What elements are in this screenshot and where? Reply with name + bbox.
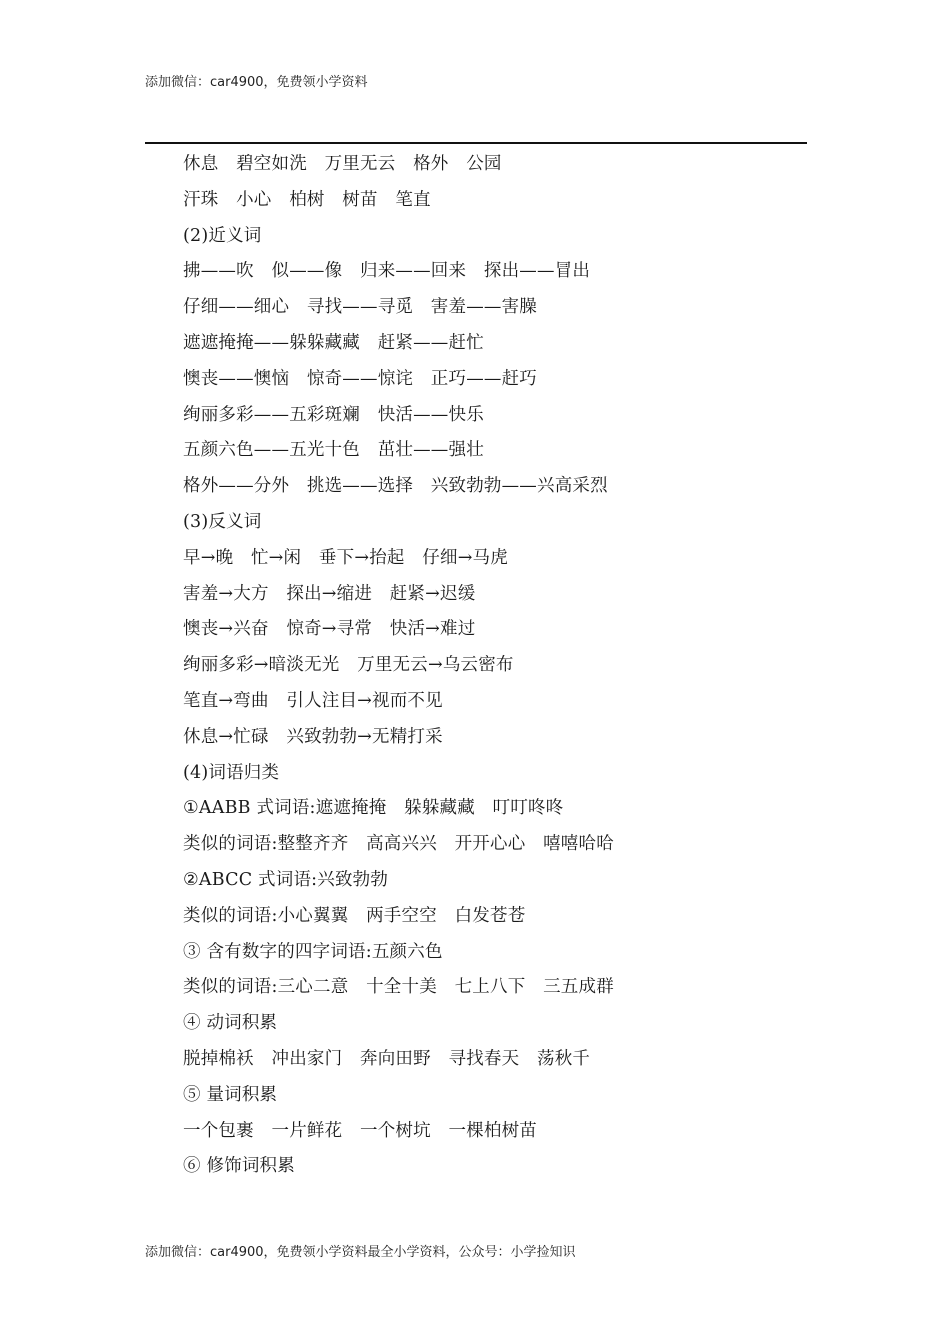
text-line: 五颜六色——五光十色 茁壮——强壮	[183, 440, 484, 461]
text-line: 绚丽多彩→暗淡无光 万里无云→乌云密布	[183, 655, 514, 676]
text-line: ②ABCC 式词语:兴致勃勃	[183, 869, 389, 890]
header-watermark-text: 添加微信：car4900，免费领小学资料	[145, 75, 368, 90]
text-line: 懊丧——懊恼 惊奇——惊诧 正巧——赶巧	[183, 368, 537, 389]
text-line: 脱掉棉袄 冲出家门 奔向田野 寻找春天 荡秋千	[183, 1048, 591, 1069]
text-line: 类似的词语:三心二意 十全十美 七上八下 三五成群	[183, 977, 614, 998]
text-line: 懊丧→兴奋 惊奇→寻常 快活→难过	[183, 619, 476, 640]
text-line: ③ 含有数字的四字词语:五颜六色	[183, 941, 443, 962]
text-line: ⑤ 量词积累	[183, 1084, 278, 1105]
text-line: 拂——吹 似——像 归来——回来 探出——冒出	[183, 261, 591, 282]
text-line: ①AABB 式词语:遮遮掩掩 躲躲藏藏 叮叮咚咚	[183, 798, 564, 819]
text-line: ⑥ 修饰词积累	[183, 1156, 295, 1177]
text-line: 害羞→大方 探出→缩进 赶紧→迟缓	[183, 583, 476, 604]
text-line: 休息 碧空如洗 万里无云 格外 公园	[183, 154, 502, 174]
text-line: 类似的词语:小心翼翼 两手空空 白发苍苍	[183, 905, 526, 926]
text-line: 笔直→弯曲 引人注目→视而不见	[183, 690, 443, 711]
text-line: 休息→忙碌 兴致勃勃→无精打采	[183, 726, 443, 747]
text-line: 一个包裹 一片鲜花 一个树坑 一棵柏树苗	[183, 1120, 537, 1141]
document-body	[183, 147, 803, 1185]
text-line: 绚丽多彩——五彩斑斓 快活——快乐	[183, 404, 484, 425]
text-line: 遮遮掩掩——躲躲藏藏 赶紧——赶忙	[183, 332, 484, 353]
header-divider	[145, 142, 807, 144]
text-line: ④ 动词积累	[183, 1013, 278, 1034]
text-line: 汗珠 小心 柏树 树苗 笔直	[183, 189, 431, 210]
text-line: 格外——分外 挑选——选择 兴致勃勃——兴高采烈	[183, 476, 608, 497]
text-line: 类似的词语:整整齐齐 高高兴兴 开开心心 嘻嘻哈哈	[183, 834, 614, 855]
section-heading-antonyms: (3)反义词	[183, 511, 262, 532]
section-heading-synonyms: (2)近义词	[183, 225, 262, 246]
text-line: 早→晚 忙→闲 垂下→抬起 仔细→马虎	[183, 547, 508, 568]
text-line: 仔细——细心 寻找——寻觅 害羞——害臊	[183, 297, 537, 318]
section-heading-word-groups: (4)词语归类	[183, 762, 280, 783]
footer-watermark-text: 添加微信：car4900，免费领小学资料最全小学资料，公众号：小学捡知识	[145, 1245, 576, 1260]
